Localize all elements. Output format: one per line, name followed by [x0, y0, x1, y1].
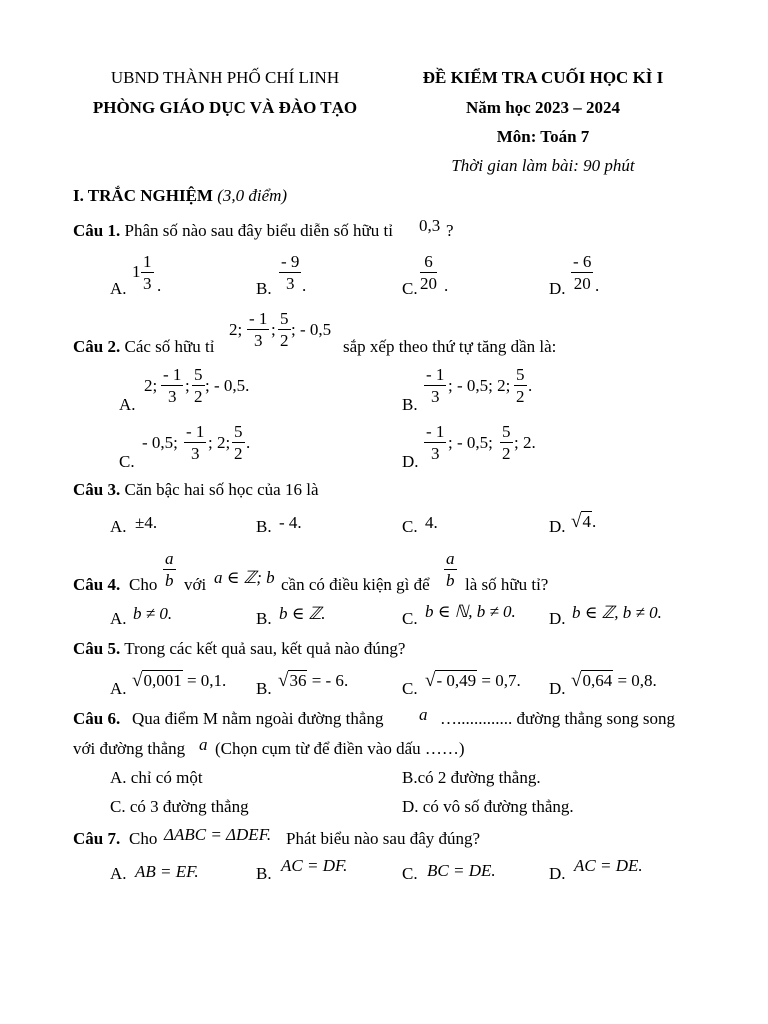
option-c-letter[interactable]: C.: [402, 279, 418, 298]
option-a[interactable]: A. chỉ có một: [110, 768, 203, 787]
numerator: - 1: [426, 422, 445, 441]
option-a-value: b ≠ 0.: [133, 604, 173, 623]
denominator: 3: [253, 331, 263, 350]
option-c-fraction: [420, 253, 437, 292]
option-d-value: AC = DE.: [574, 856, 643, 875]
radical-sign: √: [571, 670, 582, 691]
option-a-value: ±4.: [135, 513, 158, 532]
option-b-letter[interactable]: B.: [256, 279, 272, 298]
condition: a ∈ ℤ; b: [214, 568, 275, 587]
expr-part: ;: [185, 376, 190, 395]
radical-sign: √: [132, 670, 143, 691]
fraction: [424, 423, 446, 462]
header-authority: UBND THÀNH PHỐ CHÍ LINH: [110, 68, 340, 87]
question-2: [73, 337, 214, 357]
denominator: 2: [194, 387, 203, 406]
punct: .: [595, 276, 600, 295]
numerator: - 1: [249, 309, 268, 328]
option-a-letter[interactable]: A.: [110, 279, 127, 298]
punct: .: [528, 376, 533, 395]
numerator: - 9: [281, 252, 300, 271]
radical-sign: √: [571, 511, 582, 532]
option-d-fraction: [571, 253, 593, 292]
question-text: cần có điều kiện gì để: [281, 575, 430, 594]
numerator: - 6: [573, 252, 592, 271]
fraction: [184, 423, 206, 462]
punct: .: [194, 862, 199, 881]
sqrt-expression: [425, 670, 521, 692]
numerator: a: [165, 549, 174, 568]
option-d-letter[interactable]: D.: [549, 517, 566, 536]
option-c-letter[interactable]: C.: [402, 679, 418, 698]
punct: .: [157, 276, 162, 295]
numerator: 5: [502, 422, 511, 441]
fraction-a-over-b: [444, 550, 457, 589]
sqrt-expression: [571, 670, 657, 692]
exam-title: ĐỀ KIỂM TRA CUỐI HỌC KÌ I: [422, 68, 664, 87]
question-text: với: [184, 575, 207, 594]
numerator: a: [446, 549, 455, 568]
denominator: 3: [430, 387, 440, 406]
sqrt-expression: [571, 511, 596, 533]
option-d-letter[interactable]: D.: [549, 679, 566, 698]
fraction-a-over-b: [163, 550, 176, 589]
question-label: Câu 2.: [73, 337, 121, 356]
option-c-value: BC = DE.: [427, 861, 496, 880]
radicand: 4: [582, 512, 591, 531]
option-c-letter[interactable]: C.: [402, 864, 418, 883]
fraction: [232, 423, 245, 462]
sqrt-expression: [278, 670, 348, 692]
punct: .: [343, 671, 349, 690]
punct: .: [246, 433, 251, 452]
denominator: 2: [280, 331, 289, 350]
option-a-letter[interactable]: A.: [119, 395, 136, 414]
question-1: [73, 221, 393, 241]
result: = 0,1: [186, 671, 223, 690]
question-text: Trong các kết quả sau, kết quả nào đúng?: [124, 639, 406, 658]
option-a-letter[interactable]: A.: [110, 517, 127, 536]
numerator: 5: [280, 309, 289, 328]
section-points: (3,0 điểm): [217, 186, 288, 205]
question-text: sắp xếp theo thứ tự tăng dần là:: [343, 337, 557, 356]
option-d-value: b ∈ ℤ, b ≠ 0.: [572, 603, 662, 622]
question-5: [73, 639, 405, 659]
question-label: Câu 7.: [73, 829, 121, 848]
radical-sign: √: [278, 670, 289, 691]
numerator: 1: [143, 252, 152, 271]
question-label: Câu 5.: [73, 639, 121, 658]
rational-value: 0,3: [419, 216, 441, 235]
option-d-letter[interactable]: D.: [549, 609, 566, 628]
expr-part: ; 2;: [208, 433, 231, 452]
section-heading: [73, 186, 287, 206]
expr-part: - 0,5;: [142, 433, 178, 452]
option-c[interactable]: C. có 3 đường thẳng: [110, 797, 249, 816]
question-text: …............. đường thẳng song song: [440, 709, 675, 728]
school-year: Năm học 2023 – 2024: [466, 98, 620, 117]
option-b[interactable]: B.có 2 đường thẳng.: [402, 768, 541, 787]
option-b-value: AC = DF.: [281, 856, 348, 875]
radical-sign: √: [425, 670, 436, 691]
punct: .: [591, 512, 597, 531]
result: = 0,7: [481, 671, 517, 690]
congruence-expression: ΔABC = ΔDEF.: [164, 825, 272, 844]
result: = - 6: [311, 671, 344, 690]
question-label: Câu 3.: [73, 480, 121, 499]
option-d-letter[interactable]: D.: [549, 279, 566, 298]
option-b-letter[interactable]: B.: [402, 395, 418, 414]
radicand: 36: [289, 671, 307, 690]
question-hint: (Chọn cụm từ để điền vào dấu ……): [215, 739, 465, 758]
fraction: [500, 423, 513, 462]
option-b-value: - 4.: [279, 513, 302, 532]
question-label: Câu 4.: [73, 575, 121, 594]
radicand: - 0,49: [436, 671, 477, 690]
denominator: 3: [430, 444, 440, 463]
denominator: 3: [285, 274, 295, 293]
option-b-letter[interactable]: B.: [256, 679, 272, 698]
option-c-value: 4.: [425, 513, 438, 532]
expr-part: 2;: [144, 376, 158, 395]
result: = 0,8: [617, 671, 653, 690]
question-text: là số hữu tỉ?: [465, 575, 549, 594]
question-text: với đường thẳng: [73, 739, 186, 758]
punct: .: [222, 671, 227, 690]
numerator: 5: [516, 365, 525, 384]
set-part: 2;: [229, 320, 243, 339]
sqrt-expression: [132, 670, 226, 692]
option-a-letter[interactable]: A.: [110, 609, 127, 628]
denominator: 2: [234, 444, 243, 463]
question-text: Phát biểu nào sau đây đúng?: [286, 829, 481, 848]
option-b-letter[interactable]: B.: [256, 517, 272, 536]
question-label: Câu 6.: [73, 709, 121, 728]
set-fraction-1: [247, 310, 269, 349]
header-department: PHÒNG GIÁO DỤC VÀ ĐÀO TẠO: [92, 98, 358, 117]
denominator: 2: [516, 387, 525, 406]
expr-part: ; - 0,5.: [205, 376, 250, 395]
question-label: Câu 1.: [73, 221, 121, 240]
option-a-fraction: [141, 253, 154, 292]
radicand: 0,64: [582, 671, 613, 690]
section-title: I. TRẮC NGHIỆM: [73, 186, 213, 205]
option-d[interactable]: D. có vô số đường thẳng.: [402, 797, 574, 816]
option-d-letter[interactable]: D.: [402, 452, 419, 471]
equation: AB = EF: [135, 862, 195, 881]
option-c-letter[interactable]: C.: [402, 609, 418, 628]
option-c-value: b ∈ ℕ, b ≠ 0.: [425, 602, 516, 621]
line-variable: a: [199, 735, 208, 754]
question-text: Cho: [129, 829, 158, 848]
option-c-letter[interactable]: C.: [119, 452, 135, 471]
exam-duration: Thời gian làm bài: 90 phút: [451, 156, 635, 175]
expr-part: ; - 0,5; 2;: [448, 376, 511, 395]
fraction: [161, 366, 183, 405]
fraction: [424, 366, 446, 405]
expr-part: ; - 0,5;: [448, 433, 493, 452]
denominator: 2: [502, 444, 511, 463]
denominator: 3: [167, 387, 177, 406]
subject: Môn: Toán 7: [496, 127, 590, 146]
punct: .: [516, 671, 521, 690]
option-b-letter[interactable]: B.: [256, 609, 272, 628]
option-c-letter[interactable]: C.: [402, 517, 418, 536]
fraction: [514, 366, 527, 405]
numerator: 5: [194, 365, 203, 384]
line-variable: a: [419, 705, 428, 724]
punct: .: [652, 671, 657, 690]
set-part: ; - 0,5: [291, 320, 332, 339]
numerator: - 1: [186, 422, 205, 441]
option-a-letter[interactable]: A.: [110, 679, 127, 698]
option-a-letter[interactable]: A.: [110, 864, 127, 883]
denominator: 3: [143, 274, 152, 293]
question-text: Căn bậc hai số học của 16 là: [124, 480, 319, 499]
radicand: 0,001: [143, 671, 182, 690]
question-text: Cho: [129, 575, 158, 594]
mixed-whole: 1: [132, 262, 141, 281]
set-fraction-2: [278, 310, 291, 349]
numerator: - 1: [163, 365, 182, 384]
question-text: Các số hữu tỉ: [124, 337, 215, 356]
denominator: b: [165, 571, 174, 590]
denominator: b: [446, 571, 455, 590]
option-d-letter[interactable]: D.: [549, 864, 566, 883]
denominator: 20: [573, 274, 591, 293]
option-b-fraction: [279, 253, 301, 292]
set-sep: ;: [271, 320, 276, 339]
fraction: [192, 366, 205, 405]
option-b-letter[interactable]: B.: [256, 864, 272, 883]
question-mark: ?: [446, 221, 454, 240]
numerator: 6: [424, 252, 433, 271]
denominator: 3: [190, 444, 200, 463]
punct: .: [444, 276, 449, 295]
option-a-value: [135, 862, 199, 882]
numerator: - 1: [426, 365, 445, 384]
question-text: Qua điểm M nằm ngoài đường thẳng: [132, 709, 384, 728]
punct: .: [302, 276, 307, 295]
denominator: 20: [420, 274, 437, 293]
expr-part: ; 2.: [514, 433, 536, 452]
option-b-value: b ∈ ℤ.: [279, 604, 326, 623]
numerator: 5: [234, 422, 243, 441]
question-text: Phân số nào sau đây biểu diễn số hữu tỉ: [124, 221, 393, 240]
question-3: [73, 480, 319, 500]
